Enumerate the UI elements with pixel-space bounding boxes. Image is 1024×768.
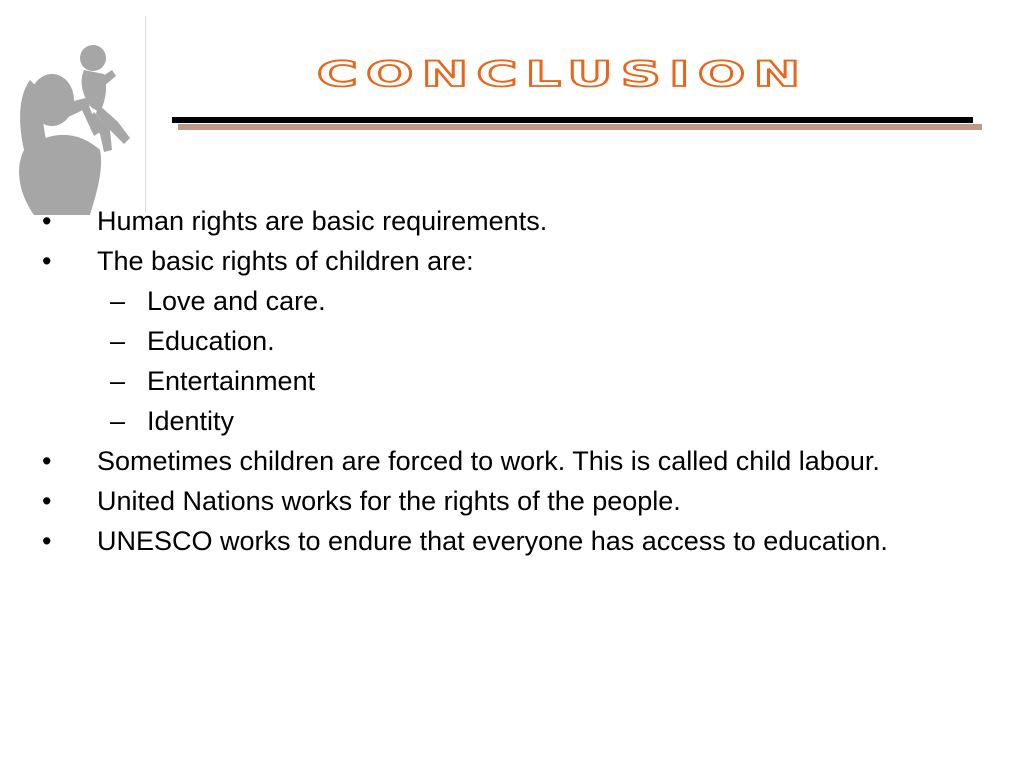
vertical-divider bbox=[145, 16, 146, 212]
bullet-icon: • bbox=[42, 486, 52, 516]
sub-list-item bbox=[40, 285, 1000, 317]
sub-list-item-text: Love and care. bbox=[147, 286, 326, 316]
bullet-icon: • bbox=[42, 246, 52, 276]
dash-icon: – bbox=[110, 366, 126, 396]
bullet-icon: • bbox=[42, 526, 52, 556]
mother-child-silhouette-image bbox=[0, 0, 150, 215]
list-item bbox=[40, 245, 1000, 277]
sub-list-item bbox=[40, 325, 1000, 357]
sub-list-item bbox=[40, 365, 1000, 397]
bullet-icon: • bbox=[42, 206, 52, 236]
sub-list-item-text: Identity bbox=[147, 406, 235, 436]
title-underline-dark bbox=[172, 117, 973, 123]
list-item bbox=[40, 485, 1000, 517]
bullet-icon: • bbox=[42, 446, 52, 476]
dash-icon: – bbox=[110, 286, 126, 316]
list-item bbox=[40, 445, 1000, 477]
list-item-text: UNESCO works to endure that everyone has access to education. bbox=[97, 526, 888, 556]
dash-icon: – bbox=[110, 326, 126, 356]
slide-title: CONCLUSION bbox=[316, 54, 809, 95]
list-item bbox=[40, 525, 1000, 557]
list-item bbox=[40, 205, 1000, 237]
list-item-text: The basic rights of children are: bbox=[97, 246, 474, 276]
sub-list-item-text: Education. bbox=[147, 326, 275, 356]
bullet-list bbox=[40, 205, 1000, 565]
sub-list-item-text: Entertainment bbox=[147, 366, 316, 396]
title-underline-tan bbox=[178, 124, 982, 130]
sub-list-item bbox=[40, 405, 1000, 437]
list-item-text: Human rights are basic requirements. bbox=[97, 206, 548, 236]
dash-icon: – bbox=[110, 406, 126, 436]
list-item-text: United Nations works for the rights of the people. bbox=[97, 486, 681, 516]
list-item-text: Sometimes children are forced to work. This is called child labour. bbox=[97, 446, 880, 476]
